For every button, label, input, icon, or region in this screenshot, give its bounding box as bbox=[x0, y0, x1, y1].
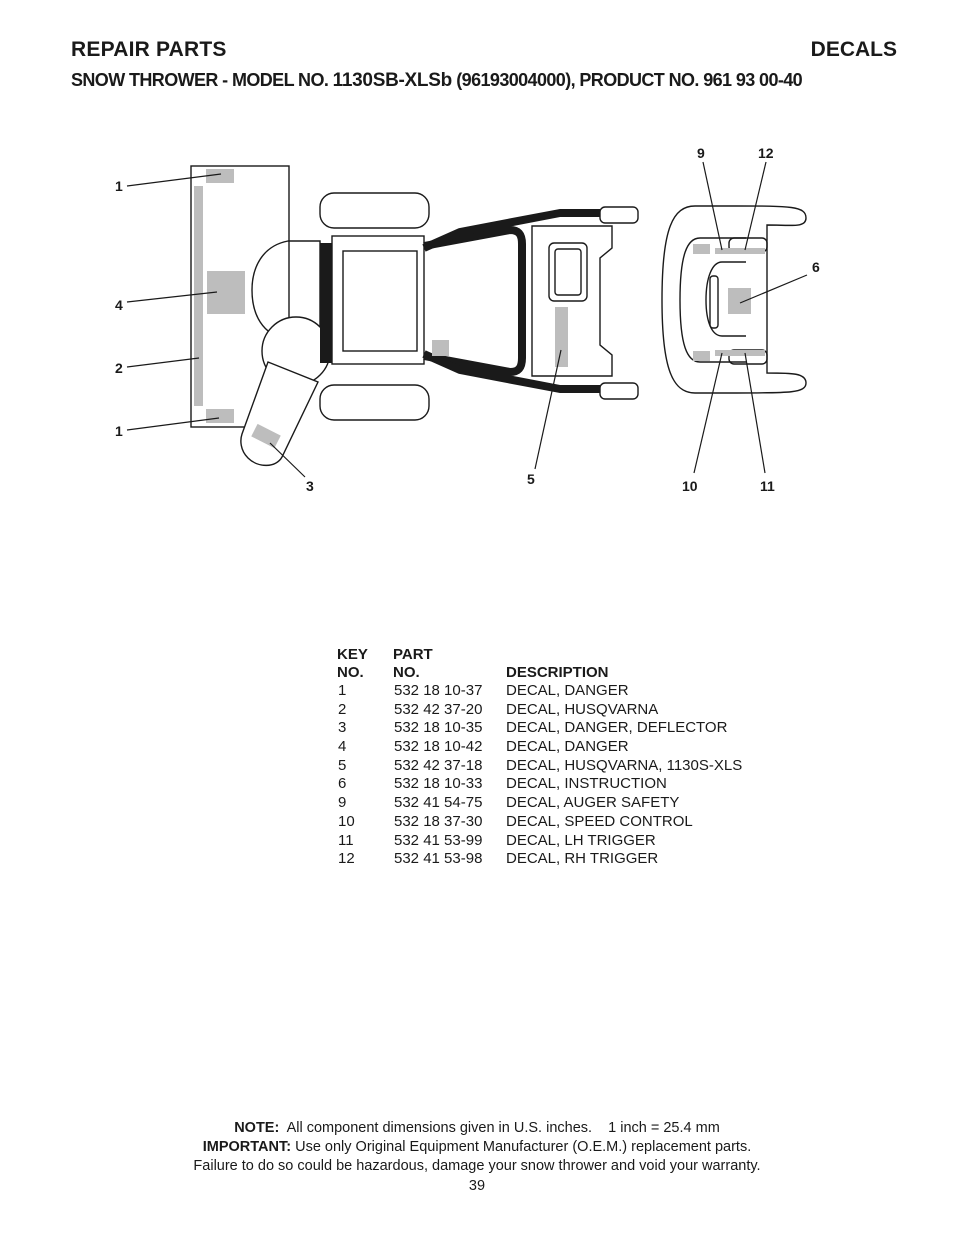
description-cell: DECAL, RH TRIGGER bbox=[506, 850, 659, 868]
part-number-cell: 532 18 10-33 bbox=[394, 775, 483, 793]
header-description: DESCRIPTION bbox=[506, 664, 609, 681]
part-number-cell: 532 42 37-18 bbox=[394, 756, 483, 774]
callout-12: 12 bbox=[758, 145, 774, 161]
skid-lower bbox=[320, 385, 429, 420]
subtitle-product-number: (96193004000), PRODUCT NO. 961 93 00-40 bbox=[456, 70, 803, 90]
skid-upper bbox=[320, 193, 429, 228]
key-cell: 3 bbox=[338, 719, 347, 737]
decal-5 bbox=[555, 307, 568, 367]
callout-3: 3 bbox=[306, 478, 314, 494]
discharge-chute bbox=[241, 362, 318, 465]
part-number-cell: 532 41 53-98 bbox=[394, 850, 483, 868]
decal-1-lower bbox=[206, 409, 234, 423]
key-cell: 10 bbox=[338, 812, 355, 830]
footer-note-line bbox=[0, 1119, 954, 1138]
subtitle-prefix: SNOW THROWER - MODEL NO. bbox=[71, 70, 329, 90]
page-number: 39 bbox=[468, 1178, 486, 1194]
engine-shroud-divider bbox=[320, 243, 332, 363]
header-page-topic: DECALS bbox=[810, 38, 897, 61]
decal-6 bbox=[728, 288, 751, 314]
part-number-cell: 532 42 37-20 bbox=[394, 700, 483, 718]
footer-notes bbox=[0, 1119, 954, 1176]
engine-decal bbox=[432, 340, 449, 356]
key-cell: 5 bbox=[338, 756, 347, 774]
part-number-cell: 532 18 10-37 bbox=[394, 682, 483, 699]
part-number-cell: 532 18 37-30 bbox=[394, 812, 483, 830]
description-cell: DECAL, HUSQVARNA bbox=[506, 700, 659, 718]
callout-10: 10 bbox=[682, 478, 698, 494]
part-number-cell: 532 18 10-42 bbox=[394, 738, 483, 756]
important-label: IMPORTANT: bbox=[202, 1139, 292, 1155]
handle-grip-lower bbox=[600, 383, 638, 399]
key-cell: 11 bbox=[338, 831, 354, 849]
callout-9: 9 bbox=[697, 145, 705, 161]
decal-2 bbox=[194, 186, 203, 406]
part-number-cell: 532 41 54-75 bbox=[394, 794, 483, 812]
decal-location-diagram bbox=[0, 130, 954, 510]
part-number-cell: 532 41 53-99 bbox=[394, 831, 483, 849]
note-label: NOTE: bbox=[234, 1120, 280, 1136]
callout-5: 5 bbox=[527, 471, 535, 487]
key-cell: 1 bbox=[338, 682, 347, 699]
description-cell: DECAL, AUGER SAFETY bbox=[506, 794, 680, 812]
leader-lines bbox=[127, 162, 807, 477]
callout-11: 11 bbox=[760, 478, 775, 494]
callout-6: 6 bbox=[812, 259, 820, 275]
model-subtitle bbox=[71, 70, 802, 92]
handle-grip-upper bbox=[600, 207, 638, 223]
important-text: Use only Original Equipment Manufacturer (O.E.M.) replacement parts. bbox=[295, 1139, 752, 1155]
key-cell: 2 bbox=[338, 700, 347, 718]
description-cell: DECAL, HUSQVARNA, 1130S-XLS bbox=[506, 756, 743, 774]
engine-cover bbox=[343, 251, 417, 351]
key-cell: 9 bbox=[338, 794, 347, 812]
description-cell: DECAL, SPEED CONTROL bbox=[506, 812, 693, 830]
key-cell: 12 bbox=[338, 850, 355, 868]
footer-important-line bbox=[0, 1138, 954, 1157]
speed-lever-slot bbox=[710, 276, 718, 328]
description-cell: DECAL, INSTRUCTION bbox=[506, 775, 667, 793]
description-cell: DECAL, DANGER, DEFLECTOR bbox=[506, 719, 728, 737]
callout-1-lower: 1 bbox=[115, 423, 123, 439]
subtitle-model-number: 1130SB-XLSb bbox=[332, 70, 452, 91]
footer-warning-line: Failure to do so could be hazardous, damage your snow thrower and void your warranty. bbox=[193, 1158, 761, 1174]
decal-9 bbox=[693, 244, 710, 254]
callout-2: 2 bbox=[115, 360, 123, 376]
decal-11 bbox=[715, 350, 765, 356]
decal-12 bbox=[715, 248, 765, 254]
key-cell: 4 bbox=[338, 738, 347, 756]
key-cell: 6 bbox=[338, 775, 347, 793]
part-number-cell: 532 18 10-35 bbox=[394, 719, 483, 737]
fuel-cap bbox=[555, 249, 581, 295]
decal-10 bbox=[693, 351, 710, 361]
callout-4: 4 bbox=[115, 297, 123, 313]
header-section-title: REPAIR PARTS bbox=[71, 38, 227, 61]
callout-1-upper: 1 bbox=[115, 178, 123, 194]
description-cell: DECAL, DANGER bbox=[506, 738, 629, 756]
description-cell: DECAL, DANGER bbox=[506, 682, 629, 699]
header-key-no: KEY NO. bbox=[337, 646, 368, 681]
engine-block bbox=[332, 236, 424, 364]
header-part-no: PART NO. bbox=[393, 646, 433, 681]
description-cell: DECAL, LH TRIGGER bbox=[506, 831, 656, 849]
decal-1-upper bbox=[206, 169, 234, 183]
note-text: All component dimensions given in U.S. inches. 1 inch = 25.4 mm bbox=[286, 1120, 720, 1136]
